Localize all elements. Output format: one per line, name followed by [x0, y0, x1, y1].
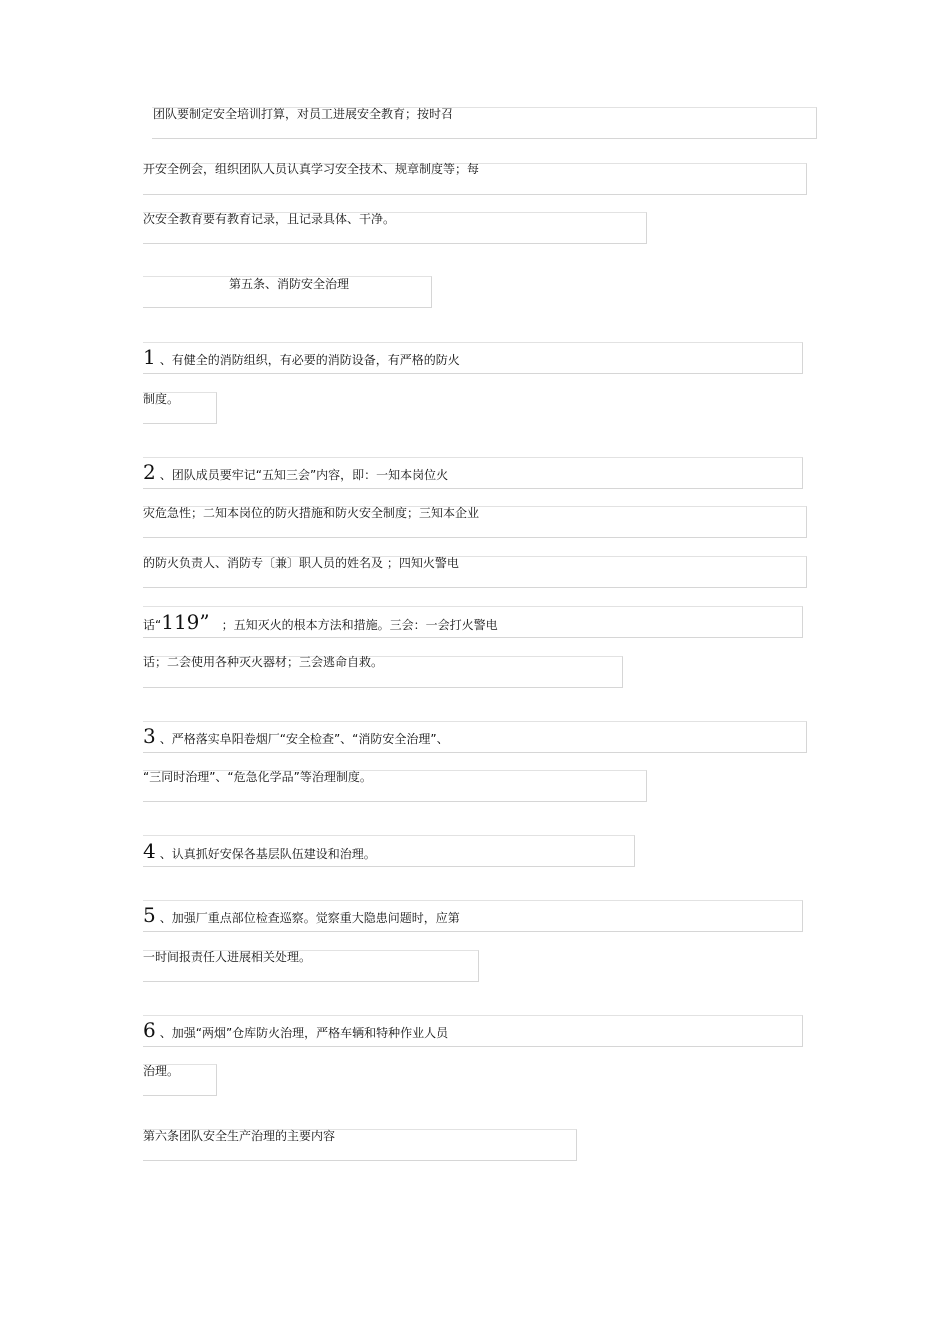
line-text: 、认真抓好安保各基层队伍建设和治理。 [159, 847, 376, 861]
section-heading [143, 1129, 335, 1143]
item-number: 2 [143, 460, 156, 484]
section-heading [229, 277, 349, 291]
line-text: 第五条、消防安全治理 [229, 277, 350, 291]
line-text: 一时间报责任人进展相关处理。 [143, 950, 312, 964]
list-item [143, 347, 460, 367]
line-text: “三同时治理”、“危急化学品”等治理制度。 [143, 770, 372, 784]
line-text: 次安全教育要有教育记录，且记录具体、干净。 [143, 212, 396, 226]
line-text: 、严格落实阜阳卷烟厂“安全检查”、“消防安全治理”、 [159, 732, 449, 746]
line-text: 灾危急性；二知本岗位的防火措施和防火安全制度；三知本企业 [143, 506, 480, 520]
line-text: 开安全例会，组织团队人员认真学习安全技术、规章制度等；每 [143, 162, 480, 176]
paragraph-line [143, 162, 479, 176]
paragraph-line [143, 556, 459, 570]
line-text: 的防火负责人、消防专〔兼〕职人员的姓名及 ；四知火警电 [143, 556, 459, 570]
line-text: 、有健全的消防组织，有必要的消防设备，有严格的防火 [159, 353, 460, 367]
emergency-number: 119” [161, 610, 210, 634]
list-item [143, 905, 460, 925]
line-text: ；五知灭火的根本方法和措施。三会：一会打火警电 [221, 618, 498, 632]
paragraph-line [143, 612, 498, 635]
item-number: 1 [143, 345, 156, 369]
line-text: 第六条团队安全生产治理的主要内容 [143, 1129, 336, 1143]
list-item [143, 841, 376, 861]
line-text: 、加强厂重点部位检查巡察。觉察重大隐患问题时，应第 [159, 911, 460, 925]
paragraph-line [143, 655, 383, 669]
list-item [143, 1020, 448, 1040]
paragraph-line [143, 950, 311, 964]
line-text: 话；二会使用各种灭火器材；三会逃命自救。 [143, 655, 384, 669]
line-text: 制度。 [143, 392, 180, 406]
paragraph-line [143, 392, 179, 406]
line-text: 治理。 [143, 1064, 180, 1078]
paragraph-line [153, 107, 453, 121]
line-text-prefix: 话“ [143, 618, 162, 632]
item-number: 4 [143, 839, 156, 863]
list-item [143, 462, 448, 482]
paragraph-line [143, 212, 395, 226]
list-item [143, 726, 449, 746]
line-text: 、加强“两烟”仓库防火治理，严格车辆和特种作业人员 [159, 1026, 449, 1040]
paragraph-line [143, 506, 479, 520]
item-number: 6 [143, 1018, 156, 1042]
item-number: 5 [143, 903, 156, 927]
line-text: 、团队成员要牢记“五知三会”内容，即：一知本岗位火 [159, 468, 449, 482]
paragraph-line [143, 770, 372, 784]
line-text: 团队要制定安全培训打算，对员工进展安全教育；按时召 [153, 107, 454, 121]
paragraph-line [143, 1064, 179, 1078]
item-number: 3 [143, 724, 156, 748]
